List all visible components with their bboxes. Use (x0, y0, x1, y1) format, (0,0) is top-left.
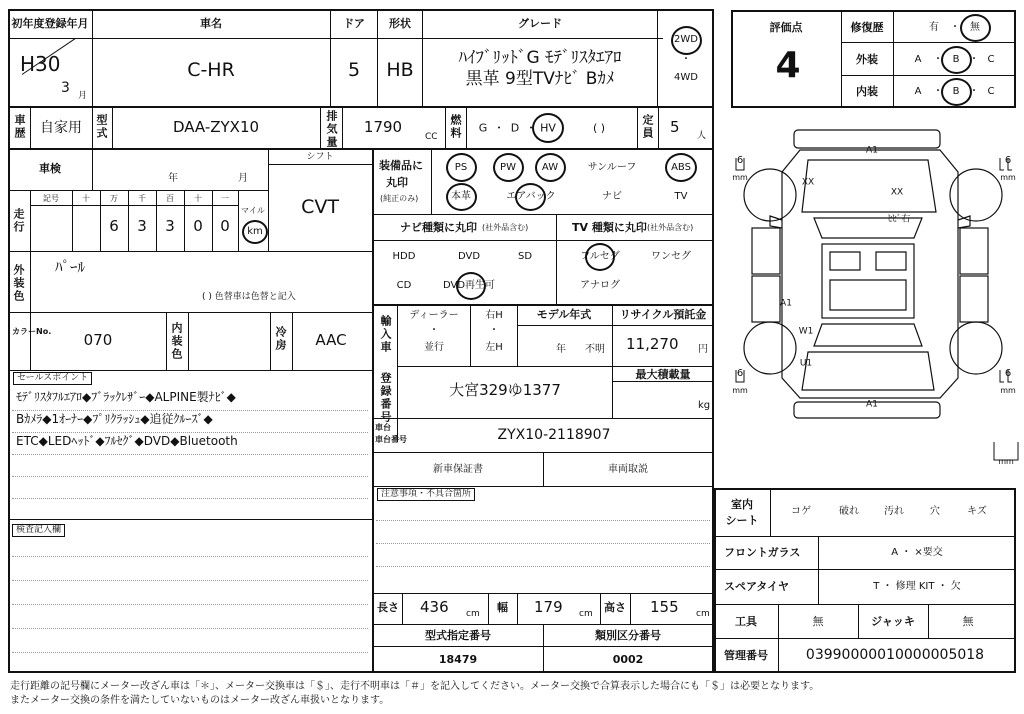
grade-label: グレード (518, 17, 562, 30)
spare-tire-label: スペアタイヤ (724, 580, 790, 593)
score-value: 4 (775, 45, 801, 86)
tv-oneseg: ワンセグ (651, 251, 691, 262)
registration-value: 大宮329ゆ1377 (449, 381, 561, 399)
inspection-year-unit: 年 (168, 173, 178, 184)
inspection-month-unit: 月 (238, 173, 248, 184)
ac-label: 冷房 (274, 326, 287, 352)
equip-airbag-circle (515, 183, 546, 211)
length-label: 長さ (377, 601, 399, 614)
new-car-warranty: 新車保証書 (433, 464, 483, 475)
interior-sheet-label-2: シート (725, 514, 759, 527)
tread-front-left: 6 (736, 155, 744, 166)
notes-label: 注意事項・不具合箇所 (377, 488, 475, 501)
capacity-value: 5 (670, 118, 680, 136)
model-year-unknown: 不明 (585, 344, 605, 355)
repair-dot: ・ (950, 22, 960, 33)
unit-km-circle (242, 220, 268, 244)
drive-dot: ・ (681, 54, 691, 65)
import-dot: ・ (429, 325, 439, 336)
digit-2: 3 (137, 217, 147, 235)
tv-analog: アナログ (580, 280, 620, 291)
history-label: 車歴 (13, 114, 26, 140)
mm-label-1: mm (732, 173, 748, 182)
footer-line-1: 走行距離の記号欄にメーター改ざん車は「＊」、メーター交換車は「＄」、走行不明車は「＃」を記入してください。メーター交換で合算表示した場合にも「＄」は必要となります。 (10, 681, 820, 692)
interior-label: 内装 (856, 85, 878, 98)
import-label: 輸入車 (379, 315, 392, 354)
equip-ps-circle (446, 153, 477, 182)
first-reg-month: 3 (61, 80, 70, 96)
color-note: ( ) 色替車は色替と記入 (202, 292, 296, 302)
digit-label-3: 百 (166, 194, 174, 203)
chassis-label: 車台番号 (375, 435, 407, 444)
interior-a: A (914, 86, 922, 97)
seat-tear: 破れ (839, 506, 859, 517)
seat-stain: 汚れ (884, 506, 904, 517)
mark-rear-bumper: A1 (866, 399, 878, 410)
model-year-unit: 年 (556, 344, 566, 355)
length-value: 436 (420, 598, 449, 616)
equip-aw: AW (541, 162, 559, 173)
equip-sunroof: サンルーフ (587, 162, 637, 173)
equip-ps: PS (454, 162, 468, 173)
tools-value: 無 (812, 615, 824, 628)
max-load-unit: kg (698, 400, 711, 411)
fuel-hv: HV (540, 121, 556, 135)
equipment-sublabel: (純正のみ) (380, 194, 419, 203)
navi-dvd: DVD (457, 251, 481, 262)
digit-label-1: 万 (110, 194, 118, 203)
history-value: 自家用 (40, 120, 82, 136)
control-label: 管理番号 (724, 649, 768, 662)
height-value: 155 (650, 598, 679, 616)
equip-abs: ABS (671, 162, 691, 173)
interior-b-circle (941, 78, 972, 106)
height-label: 高さ (604, 601, 626, 614)
navi-label: ナビ種類に丸印 (400, 221, 477, 234)
windshield-value: A ・ ×要交 (891, 547, 943, 558)
car-damage-diagram (730, 120, 1020, 475)
grade-line-2: 黒革 9型TVﾅﾋﾞ Bｶﾒ (465, 69, 615, 89)
tv-label: TV 種類に丸印 (572, 221, 647, 234)
exterior-label: 外装 (856, 53, 878, 66)
chassis-value: ZYX10-2118907 (497, 427, 611, 443)
mark-rear-left-2: U1 (799, 358, 813, 369)
car-name: C-HR (187, 59, 235, 81)
color-value: ﾊﾟｰﾙ (55, 258, 86, 276)
tread-rear-right: 6 (1004, 368, 1012, 379)
import-right: 右H (485, 310, 503, 321)
navi-dvd-play-circle (456, 272, 486, 300)
equip-leather: 本革 (451, 191, 471, 202)
navi-hdd: HDD (392, 251, 416, 262)
mm-label-5: mm (998, 457, 1014, 466)
mark-windshield: ﾋﾋﾞ右 (887, 214, 911, 225)
navi-sd: SD (517, 251, 533, 262)
tools-label: 工具 (735, 615, 757, 628)
navi-dvd-play: DVD再生可 (442, 280, 496, 291)
repair-label: 修復歴 (850, 21, 884, 34)
interior-b: B (952, 86, 960, 97)
control-value: 03990000010000005018 (805, 647, 985, 663)
color-label: 外装色 (12, 264, 25, 303)
mm-label-3: mm (732, 386, 748, 395)
tv-fullseg: フルセグ (580, 251, 620, 262)
fuel-other: ( ) (592, 121, 606, 135)
footer-line-2: またメーター交換の条件を満たしていないものはメーター改ざん車扱いとなります。 (10, 695, 390, 706)
grade-line-1: ﾊｲﾌﾞﾘｯﾄﾞG ﾓﾃﾞﾘｽﾀｴｱﾛ (458, 48, 622, 68)
color-code: 070 (83, 331, 113, 349)
main-sheet-frame (8, 9, 714, 673)
interior-color-label: 内装色 (170, 322, 183, 361)
exterior-a: A (914, 54, 922, 65)
doors-label: ドア (343, 17, 365, 30)
mark-left-door: A1 (780, 298, 792, 309)
seat-hole: 穴 (930, 506, 940, 517)
equip-pw: PW (500, 162, 516, 173)
capacity-label: 定員 (641, 114, 654, 140)
fuel-hv-circle (532, 113, 564, 143)
exterior-b: B (952, 54, 960, 65)
repair-no-circle (960, 14, 991, 42)
import-parallel: 並行 (424, 342, 444, 353)
equip-airbag: エアバック (506, 191, 556, 202)
mark-hood-right: XX (890, 187, 904, 198)
equipment-label-2: 丸印 (386, 176, 408, 189)
class-label: 類別区分番号 (595, 629, 661, 642)
equip-navi: ナビ (602, 191, 622, 202)
repair-yes: 有 (929, 22, 939, 33)
spare-tire-value: T ・ 修理 KIT ・ 欠 (873, 581, 961, 592)
first-reg-label: 初年度登録年月 (11, 17, 89, 30)
displacement-value: 1790 (363, 118, 403, 136)
month-unit: 月 (78, 91, 88, 101)
drive-2wd-circle (671, 26, 702, 55)
class-value: 0002 (612, 653, 644, 666)
model-label: 型式 (95, 114, 108, 140)
mm-label-4: mm (1000, 386, 1016, 395)
car-name-label: 車名 (200, 17, 222, 30)
color-code-label: カラーNo. (12, 327, 52, 336)
sales-point-line-3: ETC◆LEDﾍｯﾄﾞ◆ﾌﾙｾｸﾞ◆DVD◆Bluetooth (16, 434, 238, 448)
fuel-label: 燃料 (449, 114, 462, 140)
exterior-b-circle (941, 46, 972, 74)
width-value: 179 (534, 598, 563, 616)
model-year-label: モデル年式 (536, 308, 592, 321)
equip-leather-circle (446, 183, 477, 211)
first-reg-year: H30 (20, 52, 61, 76)
inspection-notes-label: 検査記入欄 (12, 524, 65, 537)
digit-label-5: 一 (221, 194, 229, 203)
navi-sub: (社外品含む) (482, 223, 529, 232)
type-cert-value: 18479 (438, 653, 478, 666)
body-value: HB (386, 59, 414, 81)
digit-label-2: 千 (138, 194, 146, 203)
sales-points-label: セールスポイント (13, 372, 92, 385)
jack-value: 無 (962, 615, 974, 628)
recycle-value: 11,270 (626, 335, 679, 353)
doors-value: 5 (347, 59, 361, 81)
drive-4wd: 4WD (674, 72, 698, 83)
unit-km: km (247, 226, 263, 237)
displacement-label: 排気量 (325, 110, 338, 149)
equip-abs-circle (665, 153, 697, 182)
ac-value: AAC (315, 331, 347, 349)
inspection-label: 車検 (39, 162, 61, 175)
exterior-c: C (987, 54, 995, 65)
mm-label-2: mm (1000, 173, 1016, 182)
displacement-unit: CC (425, 132, 438, 142)
equip-aw-circle (535, 153, 566, 182)
tv-sub: (社外品含む) (647, 223, 694, 232)
sales-point-line-1: ﾓﾃﾞﾘｽﾀﾌﾙｴｱﾛ◆ﾌﾞﾗｯｸﾚｻﾞｰ◆ALPINE製ﾅﾋﾞ◆ (16, 390, 236, 404)
digit-1: 6 (109, 217, 119, 235)
interior-sheet-label-1: 室内 (731, 498, 753, 511)
fuel-d: D (510, 121, 520, 135)
seat-scratch: キズ (967, 506, 987, 517)
mark-rear-left-1: W1 (798, 326, 814, 337)
score-label: 評価点 (769, 21, 803, 34)
sales-point-line-2: Bｶﾒﾗ◆1ｵｰﾅｰ◆ﾌﾟﾘｸﾗｯｼｭ◆追従ｸﾙｰｽﾞ◆ (16, 412, 213, 426)
mileage-sign-label: 記号 (43, 194, 59, 203)
equip-tv: TV (674, 191, 688, 202)
width-label: 幅 (497, 601, 508, 614)
max-load-label: 最大積載量 (635, 368, 691, 381)
vehicle-manual: 車両取説 (608, 464, 648, 475)
digit-5: 0 (220, 217, 230, 235)
mileage-label: 走行 (12, 208, 25, 234)
interior-c: C (987, 86, 995, 97)
mark-front-bumper: A1 (866, 145, 878, 156)
seat-burn: コゲ (791, 506, 811, 517)
capacity-unit: 人 (697, 131, 707, 141)
tv-fullseg-circle (585, 243, 615, 271)
tread-rear-left: 6 (736, 368, 744, 379)
import-left: 左H (485, 342, 503, 353)
body-label: 形状 (389, 17, 411, 30)
equipment-label-1: 装備品に (379, 159, 423, 172)
fuel-g: G (478, 121, 488, 135)
equip-pw-circle (493, 153, 524, 182)
navi-cd: CD (396, 280, 412, 291)
digit-label-0: 十 (82, 194, 90, 203)
shift-value: CVT (301, 196, 339, 218)
import-dealer: ディーラー (409, 310, 459, 321)
windshield-label: フロントガラス (724, 546, 801, 559)
repair-no: 無 (970, 22, 980, 33)
recycle-unit: 円 (698, 344, 708, 355)
model-value: DAA-ZYX10 (172, 118, 260, 136)
digit-3: 3 (165, 217, 175, 235)
digit-4: 0 (193, 217, 203, 235)
length-unit: cm (466, 609, 480, 619)
recycle-label: リサイクル預託金 (619, 308, 707, 321)
tread-front-right: 6 (1004, 155, 1012, 166)
mark-hood-left: XX (801, 177, 815, 188)
shift-label: シフト (306, 152, 334, 162)
drive-2wd: 2WD (674, 34, 698, 45)
jack-label: ジャッキ (871, 615, 915, 628)
digit-label-4: 十 (194, 194, 202, 203)
registration-label: 登録番号 (379, 372, 392, 424)
unit-mile: マイル (241, 206, 265, 215)
type-cert-label: 型式指定番号 (425, 629, 491, 642)
